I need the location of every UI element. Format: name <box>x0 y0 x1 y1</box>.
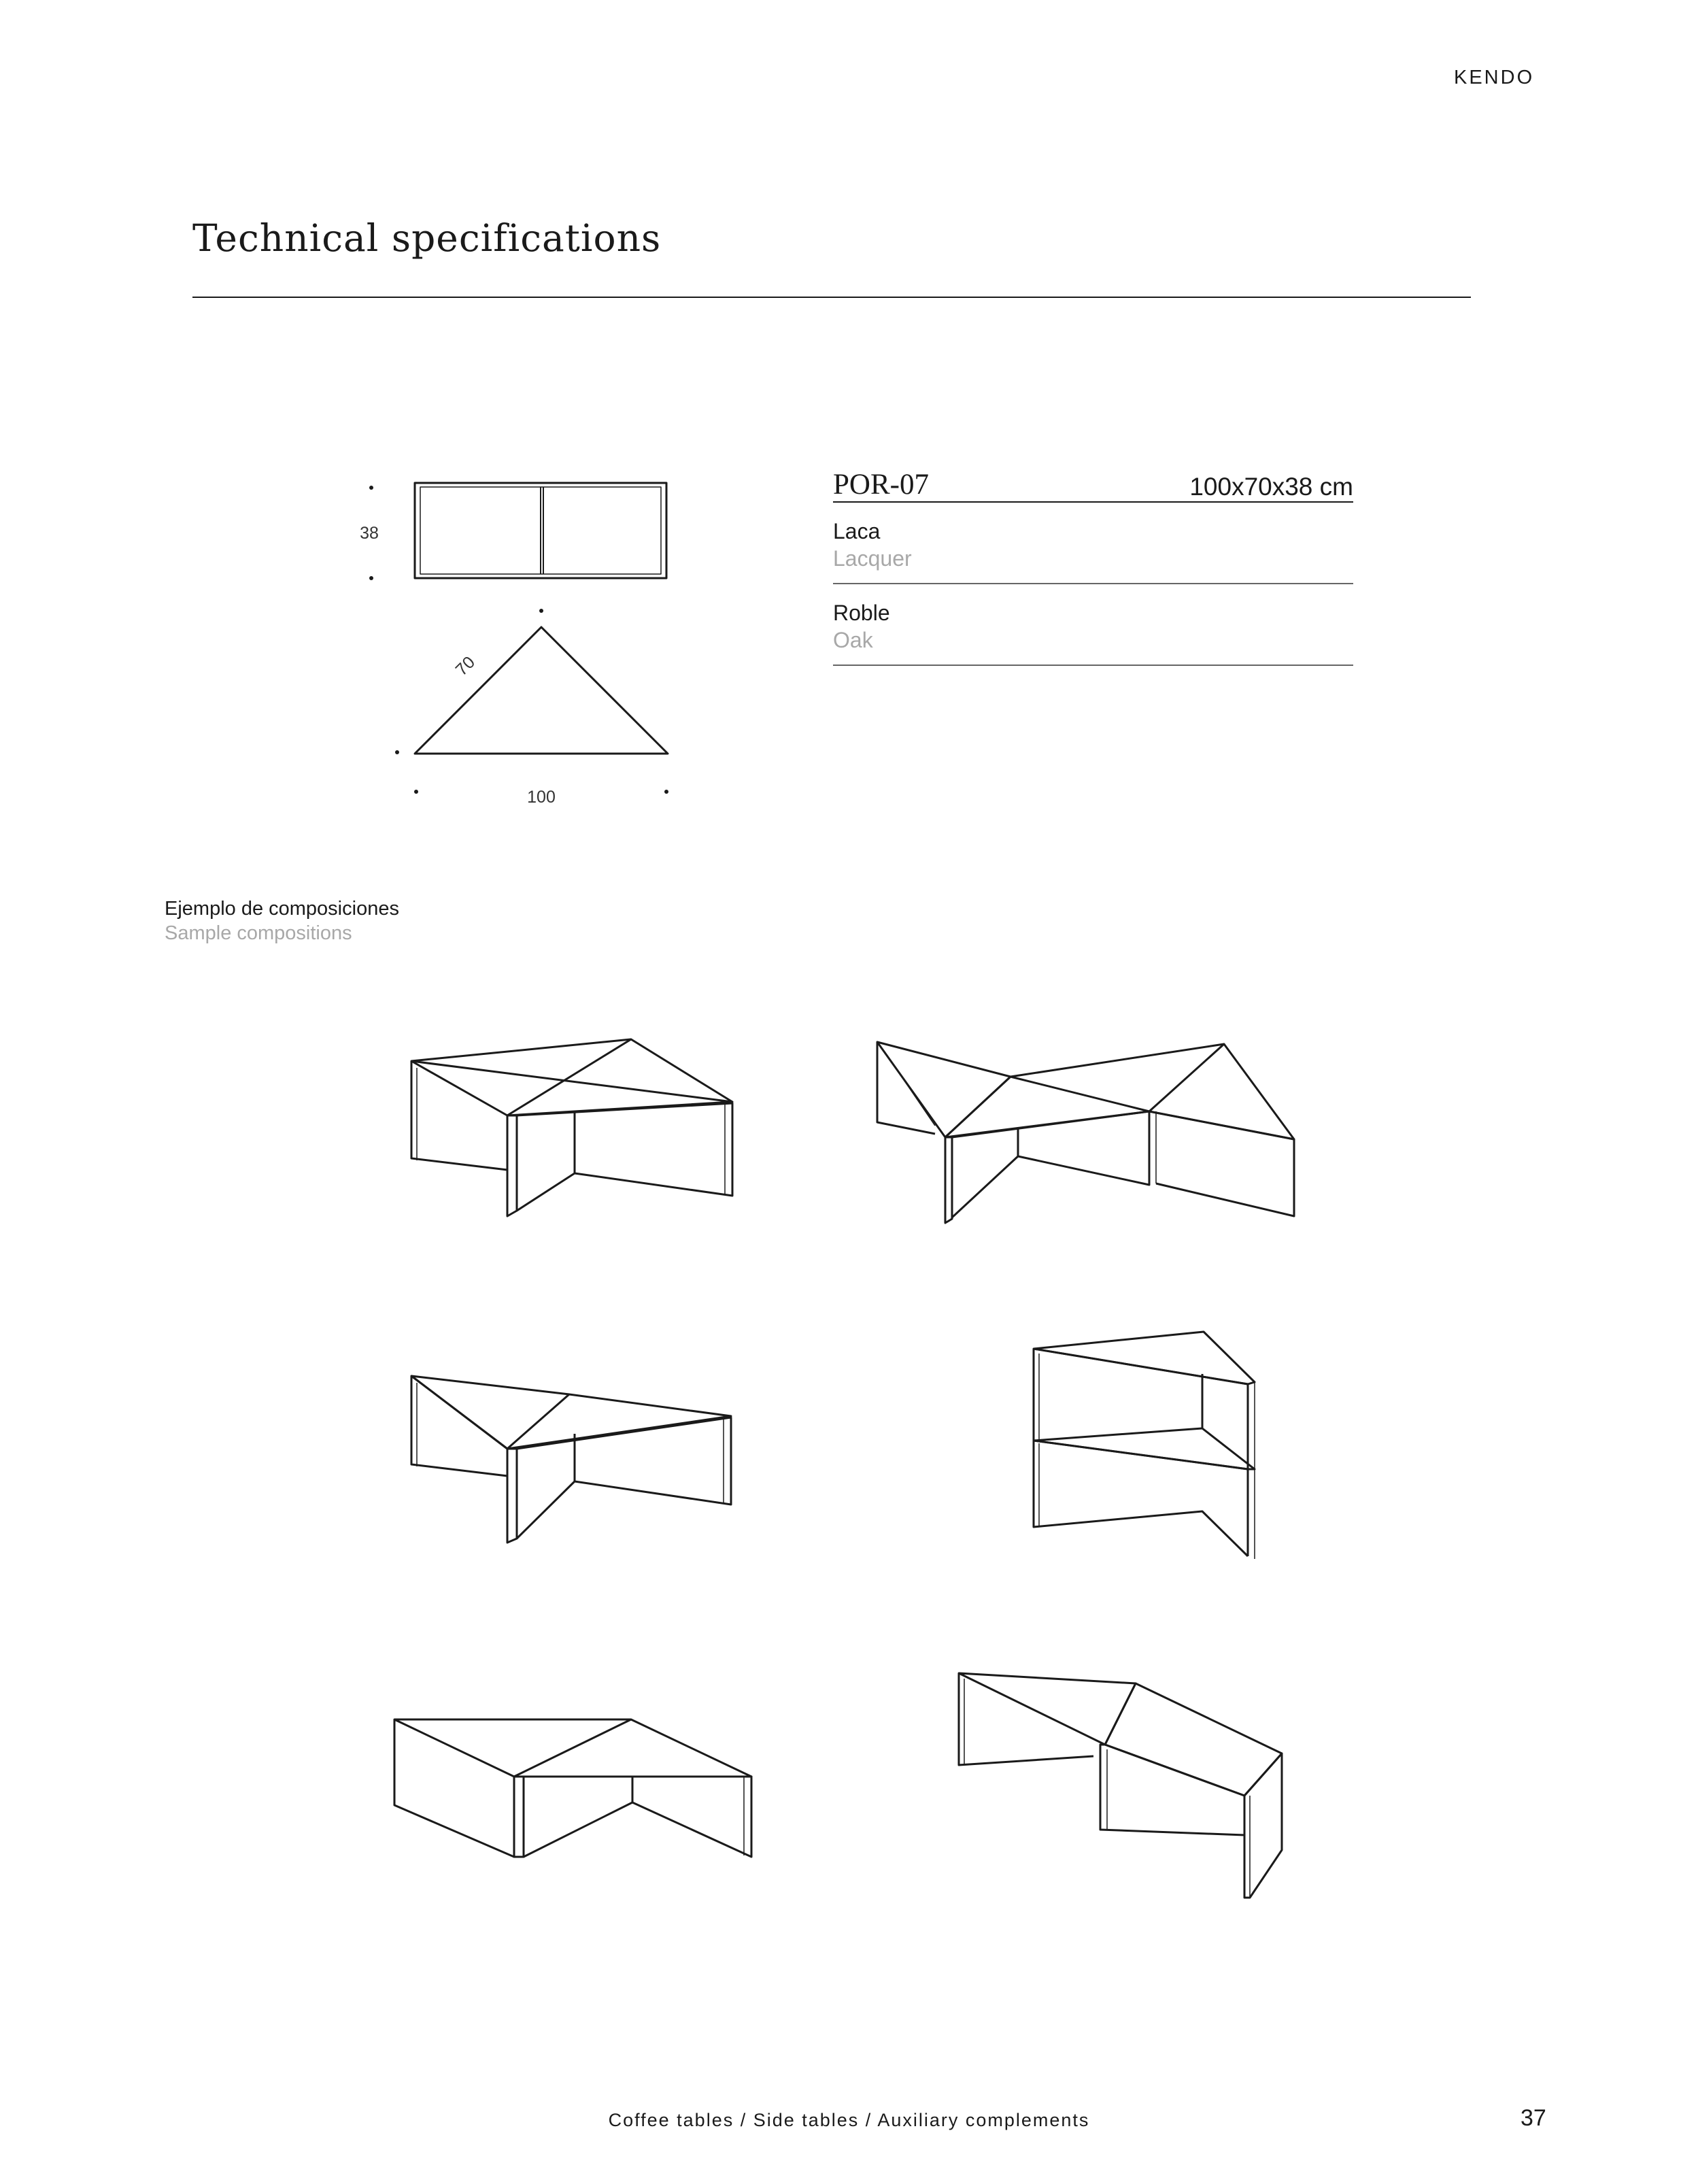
footer-section-title: Coffee tables / Side tables / Auxiliary complements <box>608 2110 1090 2130</box>
finish-name-es: Roble <box>833 601 890 625</box>
composition-illustration <box>959 1673 1282 1898</box>
composition-illustration <box>394 1719 751 1857</box>
finish-name-en: Lacquer <box>833 546 912 571</box>
composition-illustration <box>877 1042 1294 1223</box>
brand-logo: KENDO <box>1454 67 1535 88</box>
compositions-title-en: Sample compositions <box>165 922 352 944</box>
height-dimension-label: 38 <box>360 524 379 543</box>
product-code: POR-07 <box>833 469 929 501</box>
page-title: Technical specifications <box>192 216 662 260</box>
composition-illustration <box>1034 1332 1255 1559</box>
compositions-title-es: Ejemplo de composiciones <box>165 898 399 920</box>
width-dimension-label: 100 <box>527 788 556 807</box>
composition-illustration <box>411 1039 732 1216</box>
page-number: 37 <box>1521 2105 1546 2131</box>
finish-name-en: Oak <box>833 628 873 652</box>
composition-illustration <box>411 1376 731 1543</box>
finish-name-es: Laca <box>833 519 881 543</box>
product-dimensions: 100x70x38 cm <box>1189 473 1353 501</box>
side-dimension-label: 70 <box>452 652 479 680</box>
